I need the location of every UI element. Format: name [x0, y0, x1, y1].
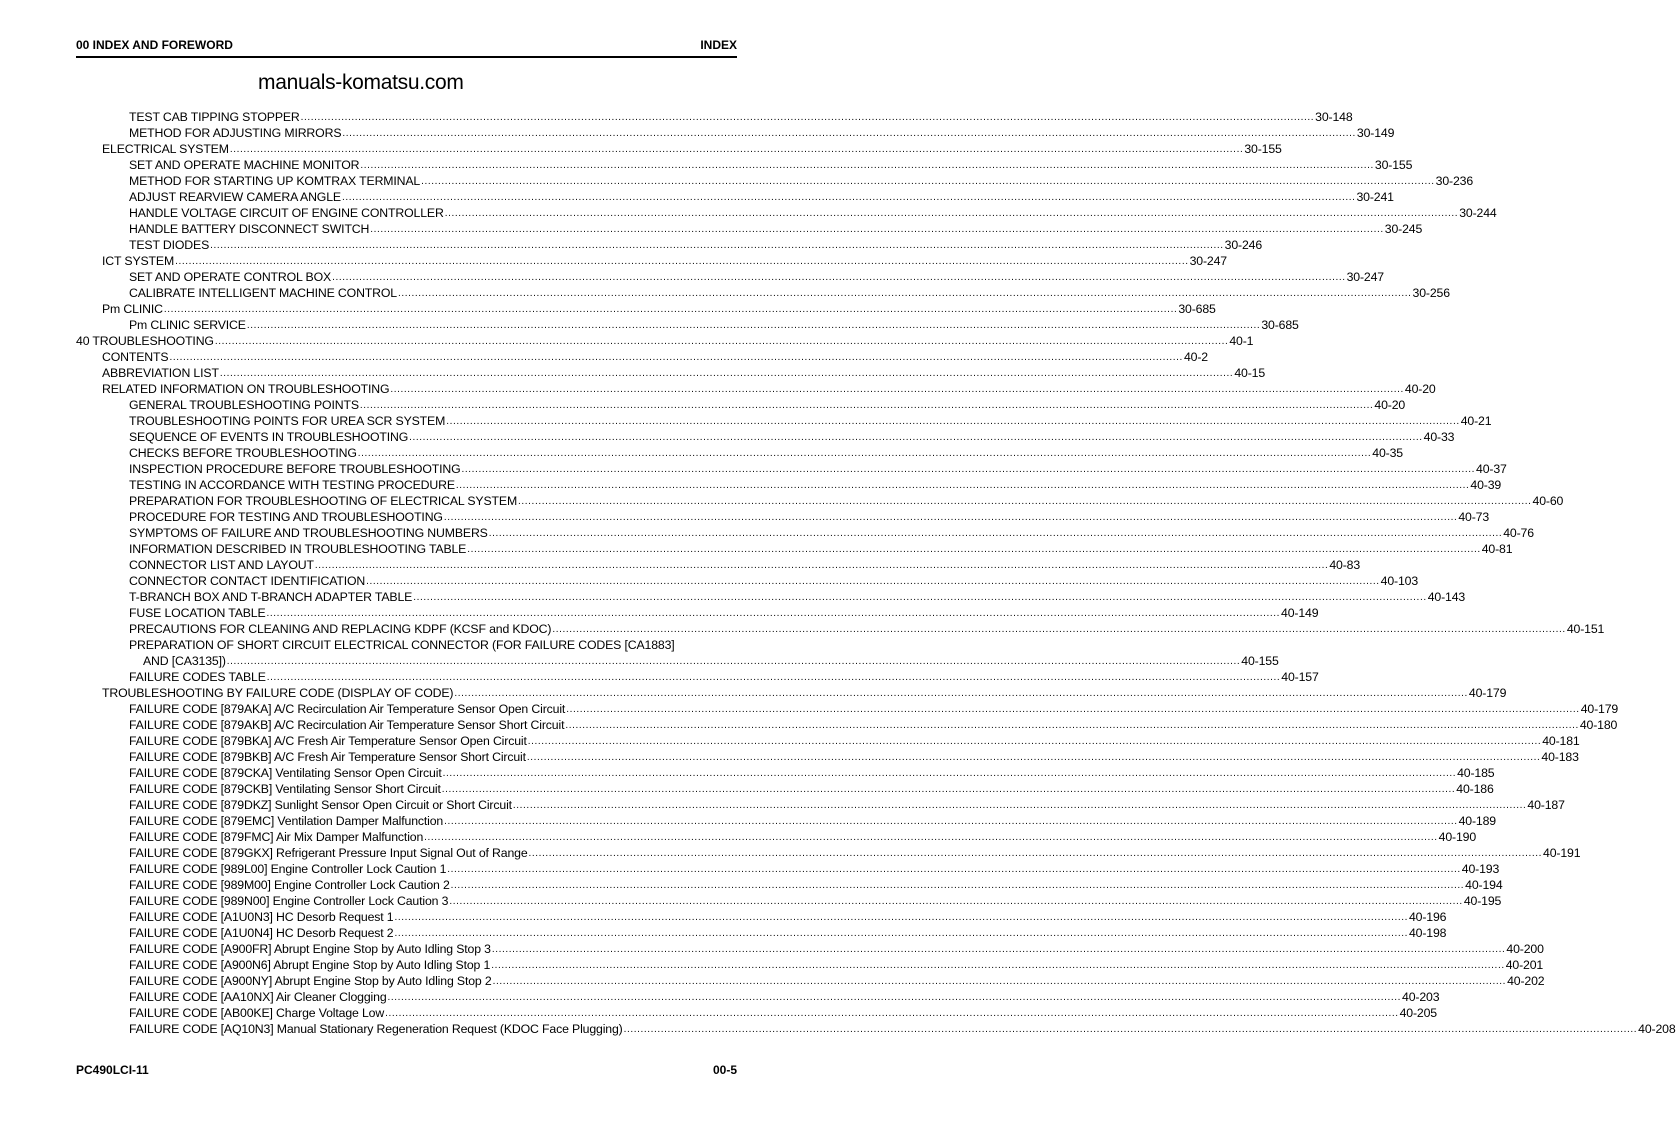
- toc-entry-title: FAILURE CODE [A900FR] Abrupt Engine Stop by Auto Idling Stop 3: [129, 942, 491, 956]
- toc-entry[interactable]: [76, 205, 1497, 221]
- toc-entry-title: SYMPTOMS OF FAILURE AND TROUBLESHOOTING NUMBERS: [129, 526, 488, 540]
- dot-leader: ............................................................................................................................................................................................................................................................................................................: [512, 799, 1527, 811]
- toc-entry-title: FAILURE CODE [A900N6] Abrupt Engine Stop by Auto Idling Stop 1: [129, 958, 491, 972]
- toc-entry-page: 40-15: [1234, 366, 1266, 380]
- toc-entry-page: 40-20: [1404, 382, 1436, 396]
- dot-leader: ............................................................................................................................................................................................................................................................................................................: [491, 943, 1506, 955]
- toc-entry-title: SET AND OPERATE MACHINE MONITOR: [129, 158, 360, 172]
- dot-leader: ............................................................................................................................................................................................................................................................................................................: [385, 1007, 1399, 1019]
- toc-entry-page: 40-39: [1470, 478, 1502, 492]
- toc-entry-title: SET AND OPERATE CONTROL BOX: [129, 270, 332, 284]
- toc-entry-title: FAILURE CODE [A900NY] Abrupt Engine Stop by Auto Idling Stop 2: [129, 974, 492, 988]
- dot-leader: ............................................................................................................................................................................................................................................................................................................: [266, 607, 1281, 619]
- toc-entry-page: 30-247: [1346, 270, 1384, 284]
- toc-entry-title: FAILURE CODE [879CKA] Ventilating Sensor Open Circuit: [129, 766, 442, 780]
- toc-entry-page: 40-181: [1542, 734, 1580, 748]
- toc-entry-page: 40-189: [1458, 814, 1496, 828]
- dot-leader: ............................................................................................................................................................................................................................................................................................................: [398, 287, 1412, 299]
- dot-leader: ............................................................................................................................................................................................................................................................................................................: [409, 431, 1423, 443]
- toc-entry-page: 40-179: [1468, 686, 1507, 700]
- dot-leader: ............................................................................................................................................................................................................................................................................................................: [492, 975, 1507, 987]
- footer-page-number: 00-5: [712, 1063, 737, 1077]
- toc-entry-page: 40-149: [1281, 606, 1319, 620]
- toc-entry[interactable]: [76, 893, 1502, 909]
- dot-leader: ............................................................................................................................................................................................................................................................................................................: [246, 319, 1261, 331]
- toc-entry-page: 40-33: [1423, 430, 1455, 444]
- toc-entry-title: FAILURE CODE [879GKX] Refrigerant Pressure Input Signal Out of Range: [129, 846, 528, 860]
- toc-entry[interactable]: [76, 365, 1266, 381]
- dot-leader: ............................................................................................................................................................................................................................................................................................................: [360, 159, 1374, 171]
- toc-entry[interactable]: [76, 413, 1492, 429]
- dot-leader: ............................................................................................................................................................................................................................................................................................................: [467, 543, 1481, 555]
- toc-entry-page: 40-201: [1505, 958, 1544, 972]
- toc-entry-title: FAILURE CODE [879AKB] A/C Recirculation Air Temperature Sensor Short Circuit: [129, 718, 565, 732]
- toc-entry-title: FAILURE CODE [989N00] Engine Controller Lock Caution 3: [129, 894, 449, 908]
- dot-leader: ............................................................................................................................................................................................................................................................................................................: [175, 255, 1189, 267]
- toc-entry-page: 40-194: [1465, 878, 1503, 892]
- toc-entry-title: METHOD FOR STARTING UP KOMTRAX TERMINAL: [129, 174, 421, 188]
- toc-entry[interactable]: [76, 861, 1500, 877]
- dot-leader: ............................................................................................................................................................................................................................................................................................................: [444, 815, 1458, 827]
- toc-entry-page: 30-149: [1356, 126, 1395, 140]
- toc-entry-page: 30-148: [1315, 110, 1353, 124]
- toc-entry[interactable]: [76, 381, 1436, 397]
- toc-entry-page: 40-202: [1507, 974, 1545, 988]
- table-of-contents: [76, 109, 1676, 1037]
- toc-entry[interactable]: [76, 925, 1447, 941]
- toc-entry-title: ABBREVIATION LIST: [102, 366, 219, 380]
- toc-entry[interactable]: [76, 781, 1494, 797]
- dot-leader: ............................................................................................................................................................................................................................................................................................................: [370, 223, 1384, 235]
- toc-entry[interactable]: [76, 125, 1395, 141]
- dot-leader: ............................................................................................................................................................................................................................................................................................................: [219, 367, 1234, 379]
- toc-entry[interactable]: [76, 141, 1282, 157]
- dot-leader: ............................................................................................................................................................................................................................................................................................................: [341, 191, 1356, 203]
- toc-entry-page: 40-187: [1527, 798, 1565, 812]
- toc-entry-page: 40-183: [1541, 750, 1579, 764]
- toc-entry[interactable]: [76, 285, 1450, 301]
- toc-entry-title: TESTING IN ACCORDANCE WITH TESTING PROCEDURE: [129, 478, 455, 492]
- dot-leader: ............................................................................................................................................................................................................................................................................................................: [444, 207, 1459, 219]
- toc-entry-title: INSPECTION PROCEDURE BEFORE TROUBLESHOOTING: [129, 462, 461, 476]
- toc-entry[interactable]: [76, 269, 1384, 285]
- toc-entry[interactable]: [76, 989, 1440, 1005]
- page-footer: [76, 1063, 737, 1077]
- dot-leader: ............................................................................................................................................................................................................................................................................................................: [447, 863, 1461, 875]
- dot-leader: ............................................................................................................................................................................................................................................................................................................: [552, 623, 1566, 635]
- toc-entry-title: FAILURE CODE [A1U0N4] HC Desorb Request 2: [129, 926, 394, 940]
- toc-entry-page: 40-186: [1456, 782, 1494, 796]
- toc-entry-page: 40-21: [1460, 414, 1492, 428]
- toc-entry[interactable]: [76, 957, 1544, 973]
- toc-entry-title: CONTENTS: [102, 350, 169, 364]
- toc-entry[interactable]: [76, 525, 1534, 541]
- dot-leader: ............................................................................................................................................................................................................................................................................................................: [387, 991, 1402, 1003]
- toc-entry-page: 40-73: [1458, 510, 1490, 524]
- toc-entry-title: FAILURE CODE [AQ10N3] Manual Stationary Regeneration Request (KDOC Face Plugging): [129, 1022, 623, 1036]
- dot-leader: ............................................................................................................................................................................................................................................................................................................: [442, 767, 1457, 779]
- toc-entry-title: PREPARATION OF SHORT CIRCUIT ELECTRICAL CONNECTOR (FOR FAILURE CODES [CA1883]: [129, 638, 675, 652]
- toc-entry-page: 40-60: [1532, 494, 1564, 508]
- toc-entry-title: PREPARATION FOR TROUBLESHOOTING OF ELECTRICAL SYSTEM: [129, 494, 518, 508]
- toc-entry-page: 40-190: [1438, 830, 1477, 844]
- toc-entry[interactable]: [76, 1021, 1676, 1037]
- dot-leader: ............................................................................................................................................................................................................................................................................................................: [488, 527, 1503, 539]
- toc-entry[interactable]: [76, 589, 1466, 605]
- toc-entry-title: PROCEDURE FOR TESTING AND TROUBLESHOOTING: [129, 510, 443, 524]
- toc-entry[interactable]: [76, 653, 1279, 669]
- toc-entry-title: FAILURE CODE [AA10NX] Air Cleaner Clogging: [129, 990, 387, 1004]
- toc-entry-title: TEST DIODES: [129, 238, 210, 252]
- dot-leader: ............................................................................................................................................................................................................................................................................................................: [332, 271, 1346, 283]
- toc-entry-page: 40-35: [1372, 446, 1403, 460]
- toc-entry[interactable]: [76, 109, 1353, 125]
- toc-entry[interactable]: [76, 733, 1580, 749]
- toc-entry[interactable]: [76, 557, 1361, 573]
- toc-entry-title: ADJUST REARVIEW CAMERA ANGLE: [129, 190, 341, 204]
- toc-entry-title: GENERAL TROUBLESHOOTING POINTS: [129, 398, 359, 412]
- toc-entry-page: 40-83: [1329, 558, 1361, 572]
- toc-entry-title: PRECAUTIONS FOR CLEANING AND REPLACING KDPF (KCSF and KDOC): [129, 622, 552, 636]
- dot-leader: ............................................................................................................................................................................................................................................................................................................: [450, 879, 1465, 891]
- dot-leader: ............................................................................................................................................................................................................................................................................................................: [424, 831, 1438, 843]
- toc-entry-title: ICT SYSTEM: [102, 254, 175, 268]
- dot-leader: ............................................................................................................................................................................................................................................................................................................: [163, 303, 1178, 315]
- toc-entry-page: 30-155: [1374, 158, 1413, 172]
- toc-entry-title: CALIBRATE INTELLIGENT MACHINE CONTROL: [129, 286, 397, 300]
- toc-entry[interactable]: [76, 1005, 1437, 1021]
- toc-entry-title: AND [CA3135]): [143, 654, 226, 668]
- toc-entry-page: 40-103: [1380, 574, 1419, 588]
- toc-entry-page: 40-76: [1503, 526, 1534, 540]
- dot-leader: ............................................................................................................................................................................................................................................................................................................: [366, 575, 1380, 587]
- toc-entry-title: CONNECTOR LIST AND LAYOUT: [129, 558, 314, 572]
- toc-entry-page: 30-256: [1412, 286, 1450, 300]
- dot-leader: ............................................................................................................................................................................................................................................................................................................: [565, 719, 1579, 731]
- toc-entry[interactable]: [76, 605, 1319, 621]
- dot-leader: ............................................................................................................................................................................................................................................................................................................: [526, 751, 1541, 763]
- toc-entry-page: 30-245: [1384, 222, 1423, 236]
- toc-entry-title: TROUBLESHOOTING BY FAILURE CODE (DISPLAY OF CODE): [102, 686, 454, 700]
- toc-entry[interactable]: [76, 157, 1413, 173]
- toc-entry[interactable]: [76, 493, 1564, 509]
- dot-leader: ............................................................................................................................................................................................................................................................................................................: [443, 511, 1458, 523]
- toc-entry-title: FAILURE CODE [879DKZ] Sunlight Sensor Open Circuit or Short Circuit: [129, 798, 512, 812]
- toc-entry[interactable]: [76, 333, 1254, 349]
- toc-entry-page: 30-241: [1356, 190, 1394, 204]
- toc-entry-title: FAILURE CODE [879AKA] A/C Recirculation Air Temperature Sensor Open Circuit: [129, 702, 566, 716]
- dot-leader: ............................................................................................................................................................................................................................................................................................................: [461, 463, 1476, 475]
- toc-entry-page: 30-685: [1178, 302, 1216, 316]
- toc-entry-page: 30-247: [1189, 254, 1227, 268]
- dot-leader: ............................................................................................................................................................................................................................................................................................................: [314, 559, 1329, 571]
- dot-leader: ............................................................................................................................................................................................................................................................................................................: [527, 735, 1542, 747]
- toc-entry-page: 40-195: [1463, 894, 1502, 908]
- toc-entry[interactable]: [76, 237, 1263, 253]
- dot-leader: ............................................................................................................................................................................................................................................................................................................: [300, 111, 1315, 123]
- toc-entry-page: 40-1: [1229, 334, 1254, 348]
- toc-entry-page: 30-155: [1244, 142, 1282, 156]
- dot-leader: ............................................................................................................................................................................................................................................................................................................: [623, 1023, 1638, 1035]
- toc-entry-page: 40-179: [1580, 702, 1619, 716]
- toc-entry-title: FAILURE CODE [879EMC] Ventilation Damper Malfunction: [129, 814, 444, 828]
- toc-entry-title: CHECKS BEFORE TROUBLESHOOTING: [129, 446, 357, 460]
- toc-entry-title: Pm CLINIC SERVICE: [129, 318, 246, 332]
- dot-leader: ............................................................................................................................................................................................................................................................................................................: [210, 239, 1224, 251]
- dot-leader: ............................................................................................................................................................................................................................................................................................................: [491, 959, 1505, 971]
- dot-leader: ............................................................................................................................................................................................................................................................................................................: [421, 175, 1435, 187]
- toc-entry-page: 40-2: [1183, 350, 1208, 364]
- dot-leader: ............................................................................................................................................................................................................................................................................................................: [455, 479, 1470, 491]
- toc-entry-page: 40-81: [1481, 542, 1513, 556]
- toc-entry[interactable]: [76, 685, 1507, 701]
- toc-entry-title: TROUBLESHOOTING POINTS FOR UREA SCR SYSTEM: [129, 414, 446, 428]
- toc-entry-title: T-BRANCH BOX AND T-BRANCH ADAPTER TABLE: [129, 590, 413, 604]
- toc-entry[interactable]: [76, 621, 1605, 637]
- toc-entry-page: 40-205: [1399, 1006, 1437, 1020]
- toc-entry-page: 40-193: [1461, 862, 1500, 876]
- header-section-title: 00 INDEX AND FOREWORD: [76, 38, 233, 52]
- toc-entry-title: FAILURE CODE [879BKA] A/C Fresh Air Temperature Sensor Open Circuit: [129, 734, 527, 748]
- toc-entry-page: 40-157: [1281, 670, 1319, 684]
- toc-entry-page: 30-244: [1459, 206, 1497, 220]
- toc-entry[interactable]: [76, 477, 1502, 493]
- toc-entry-title: FAILURE CODE [879CKB] Ventilating Sensor Short Circuit: [129, 782, 441, 796]
- dot-leader: ............................................................................................................................................................................................................................................................................................................: [394, 927, 1408, 939]
- toc-entry-page: 40-208: [1638, 1022, 1676, 1036]
- toc-entry[interactable]: [76, 253, 1227, 269]
- toc-entry-title: FAILURE CODE [A1U0N3] HC Desorb Request 1: [129, 910, 394, 924]
- toc-entry-title: FAILURE CODE [879FMC] Air Mix Damper Malfunction: [129, 830, 424, 844]
- toc-entry-page: 30-246: [1224, 238, 1263, 252]
- toc-entry[interactable]: [76, 973, 1545, 989]
- toc-entry-page: 40-203: [1402, 990, 1440, 1004]
- toc-entry-page: 30-236: [1435, 174, 1474, 188]
- toc-entry-page: 40-155: [1241, 654, 1279, 668]
- toc-entry[interactable]: [76, 349, 1208, 365]
- toc-entry-title: CONNECTOR CONTACT IDENTIFICATION: [129, 574, 366, 588]
- toc-entry[interactable]: [76, 221, 1423, 237]
- toc-entry[interactable]: [76, 701, 1619, 717]
- dot-leader: ............................................................................................................................................................................................................................................................................................................: [449, 895, 1463, 907]
- toc-entry[interactable]: [76, 813, 1496, 829]
- dot-leader: ............................................................................................................................................................................................................................................................................................................: [390, 383, 1404, 395]
- toc-entry-title: FAILURE CODES TABLE: [129, 670, 266, 684]
- dot-leader: ............................................................................................................................................................................................................................................................................................................: [454, 687, 1468, 699]
- toc-entry[interactable]: [76, 445, 1403, 461]
- toc-entry-title: FAILURE CODE [879BKB] A/C Fresh Air Temperature Sensor Short Circuit: [129, 750, 526, 764]
- watermark: manuals-komatsu.com: [258, 71, 464, 94]
- toc-entry[interactable]: [76, 877, 1503, 893]
- toc-entry-title: TEST CAB TIPPING STOPPER: [129, 110, 300, 124]
- footer-model: PC490LCI-11: [76, 1063, 149, 1077]
- dot-leader: ............................................................................................................................................................................................................................................................................................................: [394, 911, 1408, 923]
- dot-leader: ............................................................................................................................................................................................................................................................................................................: [446, 415, 1460, 427]
- toc-entry[interactable]: [76, 301, 1216, 317]
- toc-entry[interactable]: [76, 941, 1544, 957]
- dot-leader: ............................................................................................................................................................................................................................................................................................................: [518, 495, 1532, 507]
- toc-entry[interactable]: [76, 461, 1507, 477]
- toc-entry[interactable]: [76, 189, 1394, 205]
- toc-entry-title: SEQUENCE OF EVENTS IN TROUBLESHOOTING: [129, 430, 409, 444]
- toc-entry-title: FAILURE CODE [AB00KE] Charge Voltage Low: [129, 1006, 385, 1020]
- dot-leader: ............................................................................................................................................................................................................................................................................................................: [342, 127, 1356, 139]
- toc-entry[interactable]: [76, 173, 1474, 189]
- toc-entry-page: 40-151: [1566, 622, 1605, 636]
- toc-entry[interactable]: [76, 509, 1490, 525]
- dot-leader: ............................................................................................................................................................................................................................................................................................................: [214, 335, 1229, 347]
- toc-entry[interactable]: [76, 669, 1319, 685]
- toc-entry[interactable]: [76, 909, 1447, 925]
- toc-entry[interactable]: [76, 637, 737, 653]
- toc-entry-title: HANDLE VOLTAGE CIRCUIT OF ENGINE CONTROLLER: [129, 206, 444, 220]
- toc-entry-title: FUSE LOCATION TABLE: [129, 606, 266, 620]
- toc-entry-title: Pm CLINIC: [102, 302, 163, 316]
- dot-leader: ............................................................................................................................................................................................................................................................................................................: [413, 591, 1427, 603]
- toc-entry-page: 40-185: [1457, 766, 1495, 780]
- toc-entry[interactable]: [76, 845, 1581, 861]
- toc-entry-page: 40-196: [1408, 910, 1447, 924]
- toc-entry-page: 40-143: [1427, 590, 1466, 604]
- toc-entry-page: 40-200: [1506, 942, 1544, 956]
- toc-entry[interactable]: [76, 573, 1419, 589]
- toc-entry-page: 40-180: [1579, 718, 1618, 732]
- dot-leader: ............................................................................................................................................................................................................................................................................................................: [528, 847, 1543, 859]
- dot-leader: ............................................................................................................................................................................................................................................................................................................: [229, 143, 1244, 155]
- toc-entry-title: FAILURE CODE [989L00] Engine Controller Lock Caution 1: [129, 862, 447, 876]
- toc-entry-title: HANDLE BATTERY DISCONNECT SWITCH: [129, 222, 370, 236]
- dot-leader: ............................................................................................................................................................................................................................................................................................................: [266, 671, 1281, 683]
- toc-entry[interactable]: [76, 717, 1618, 733]
- toc-entry-title: METHOD FOR ADJUSTING MIRRORS: [129, 126, 342, 140]
- toc-entry[interactable]: [76, 829, 1477, 845]
- dot-leader: ............................................................................................................................................................................................................................................................................................................: [169, 351, 1183, 363]
- header-rule: [76, 56, 737, 58]
- toc-entry[interactable]: [76, 429, 1455, 445]
- page-header: [76, 38, 737, 52]
- toc-entry[interactable]: [76, 397, 1406, 413]
- header-chapter-title: INDEX: [700, 38, 737, 52]
- toc-entry[interactable]: [76, 749, 1579, 765]
- toc-entry-page: 40-20: [1374, 398, 1406, 412]
- toc-entry-page: 40-191: [1543, 846, 1581, 860]
- dot-leader: ............................................................................................................................................................................................................................................................................................................: [566, 703, 1580, 715]
- toc-entry-page: 30-685: [1261, 318, 1299, 332]
- toc-entry-title: 40 TROUBLESHOOTING: [76, 334, 214, 348]
- toc-entry-title: INFORMATION DESCRIBED IN TROUBLESHOOTING TABLE: [129, 542, 467, 556]
- dot-leader: ............................................................................................................................................................................................................................................................................................................: [441, 783, 1456, 795]
- dot-leader: ............................................................................................................................................................................................................................................................................................................: [226, 655, 1241, 667]
- toc-entry-title: ELECTRICAL SYSTEM: [102, 142, 229, 156]
- toc-entry-title: RELATED INFORMATION ON TROUBLESHOOTING: [102, 382, 390, 396]
- toc-entry[interactable]: [76, 541, 1513, 557]
- dot-leader: ............................................................................................................................................................................................................................................................................................................: [357, 447, 1372, 459]
- dot-leader: ............................................................................................................................................................................................................................................................................................................: [359, 399, 1374, 411]
- toc-entry[interactable]: [76, 797, 1565, 813]
- toc-entry-page: 40-198: [1408, 926, 1447, 940]
- toc-entry-title: FAILURE CODE [989M00] Engine Controller Lock Caution 2: [129, 878, 450, 892]
- toc-entry-page: 40-37: [1476, 462, 1507, 476]
- toc-entry[interactable]: [76, 317, 1299, 333]
- toc-entry[interactable]: [76, 765, 1495, 781]
